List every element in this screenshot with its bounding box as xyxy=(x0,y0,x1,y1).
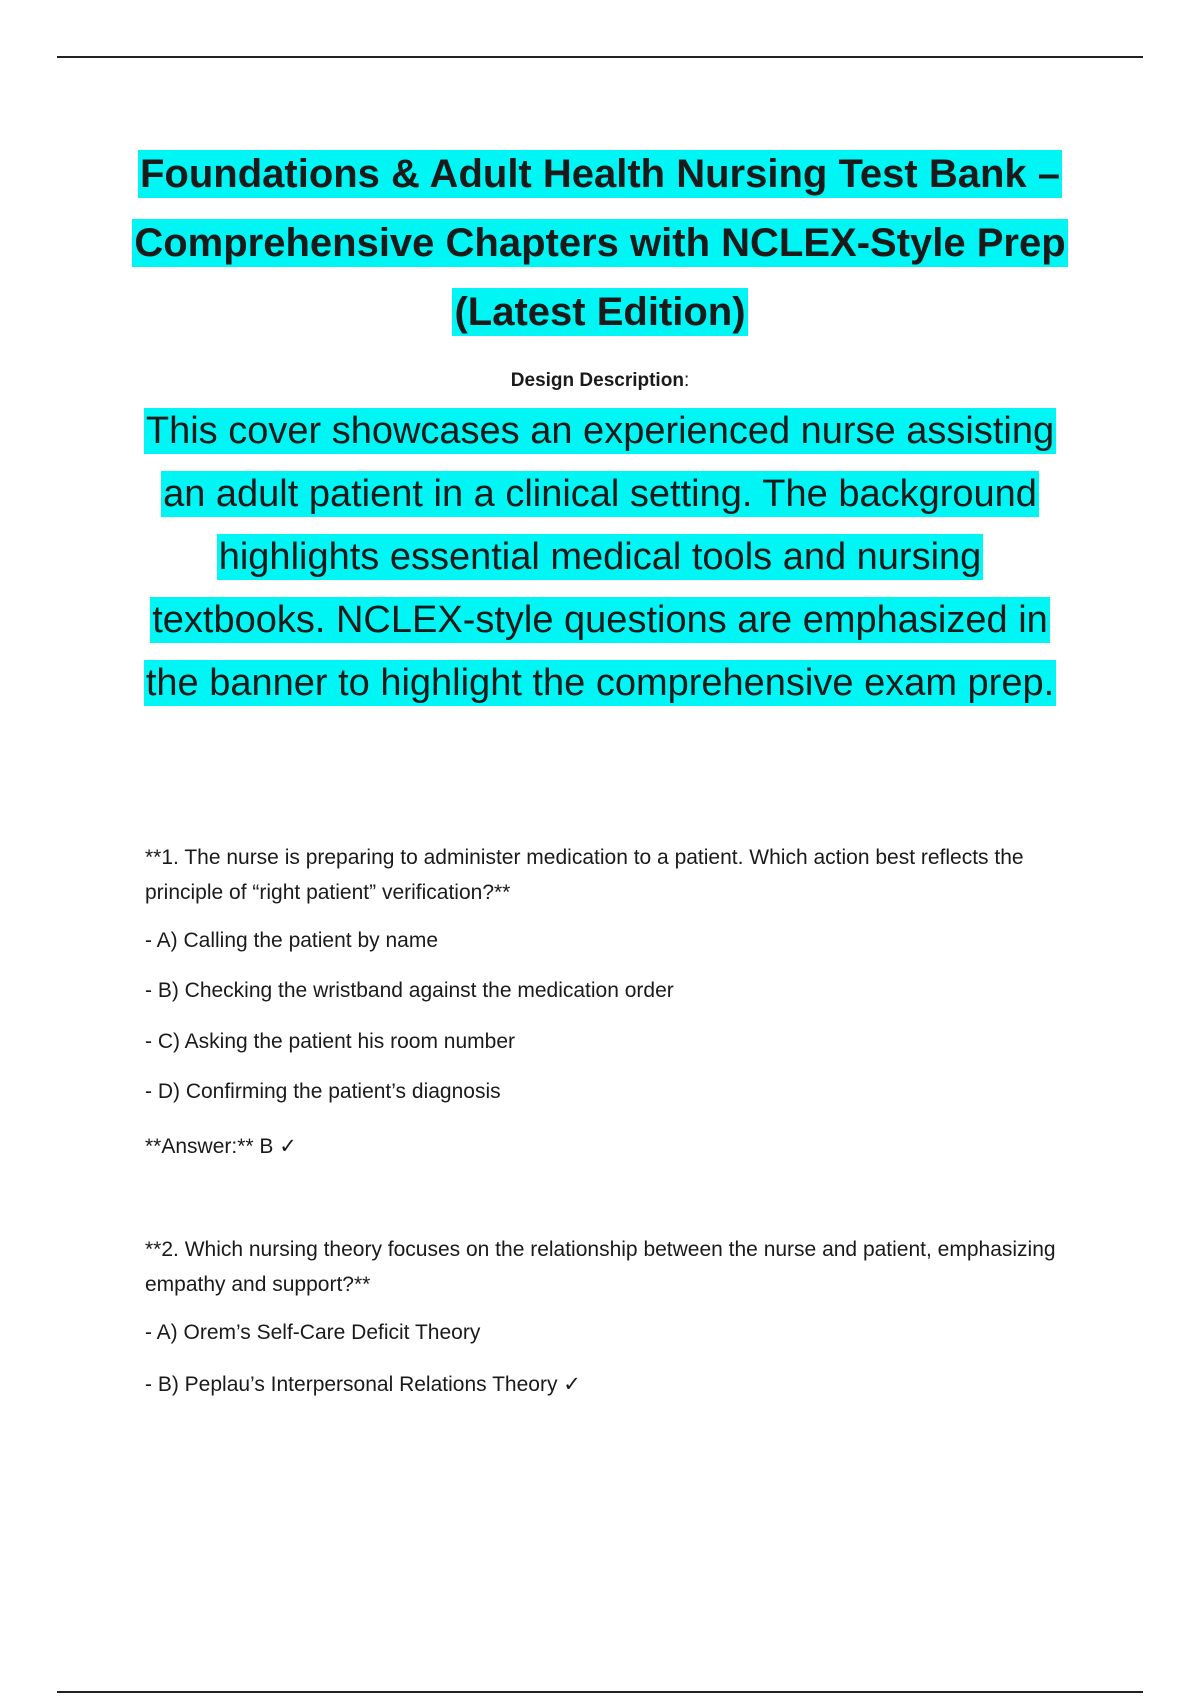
question-1-option-c: - C) Asking the patient his room number xyxy=(145,1030,516,1053)
question-1-answer: **Answer:** B ✓ xyxy=(145,1135,297,1158)
document-title xyxy=(100,140,1100,347)
design-description-text xyxy=(130,400,1070,715)
question-1-option-a: - A) Calling the patient by name xyxy=(145,929,438,952)
bottom-rule xyxy=(57,1691,1143,1693)
question-2-text: **2. Which nursing theory focuses on the relationship between the nurse and patient, emphasizing empathy and support?** xyxy=(145,1238,1056,1296)
design-description-label: Design Description: xyxy=(510,370,690,391)
description-text: This cover showcases an experienced nurse assisting an adult patient in a clinical setting. The background highlights essential medical tools and nursing textbooks. NCLEX-style questions are emphasized in the banner to highlight the comprehensive exam prep. xyxy=(145,410,1055,704)
top-rule xyxy=(57,56,1143,58)
title-text: Foundations & Adult Health Nursing Test Bank – Comprehensive Chapters with NCLEX-Style Prep (Latest Edition) xyxy=(134,152,1066,334)
question-2-option-a: - A) Orem’s Self-Care Deficit Theory xyxy=(145,1321,481,1344)
question-1-text: **1. The nurse is preparing to administer medication to a patient. Which action best reflects the principle of “right patient” verification?** xyxy=(145,846,1024,904)
question-1-option-b: - B) Checking the wristband against the medication order xyxy=(145,979,674,1002)
question-1-option-d: - D) Confirming the patient’s diagnosis xyxy=(145,1080,501,1103)
question-2-option-b: - B) Peplau’s Interpersonal Relations Theory ✓ xyxy=(145,1373,581,1396)
